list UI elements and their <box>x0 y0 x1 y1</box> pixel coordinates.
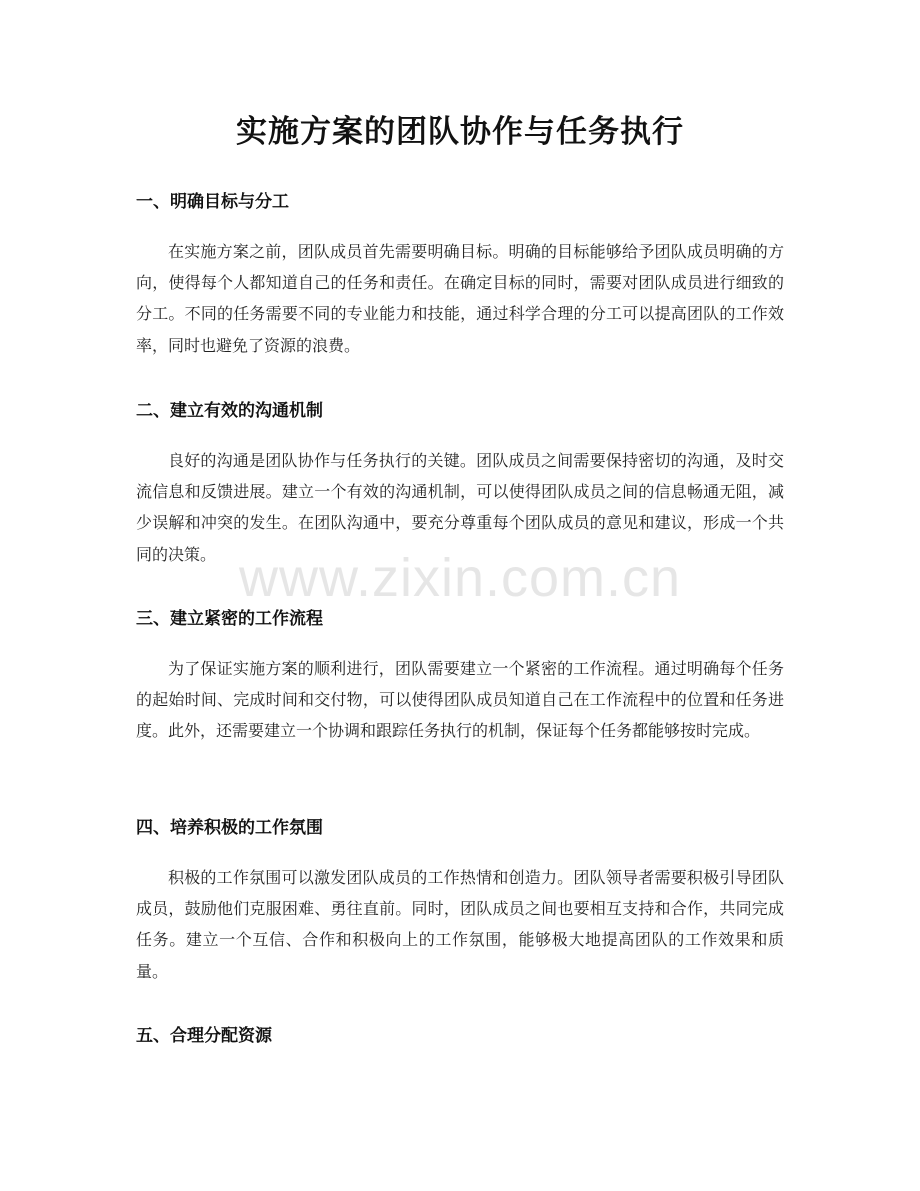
section-heading-5: 五、合理分配资源 <box>136 1026 272 1046</box>
section-paragraph-4: 积极的工作氛围可以激发团队成员的工作热情和创造力。团队领导者需要积极引导团队成员，鼓励他们克服困难、勇往直前。同时，团队成员之间也要相互支持和合作，共同完成任务。建立一个互信、合作和积极向上的工作氛围，能够极大地提高团队的工作效果和质量。 <box>136 868 784 981</box>
watermark-text: www.zixin.com.cn <box>238 548 682 608</box>
section-paragraph-2: 良好的沟通是团队协作与任务执行的关键。团队成员之间需要保持密切的沟通，及时交流信息和反馈进展。建立一个有效的沟通机制，可以使得团队成员之间的信息畅通无阻，减少误解和冲突的发生。在团队沟通中，要充分尊重每个团队成员的意见和建议，形成一个共同的决策。 <box>136 451 784 564</box>
section-heading-2: 二、建立有效的沟通机制 <box>136 401 323 421</box>
section-heading-1: 一、明确目标与分工 <box>136 192 289 212</box>
section-paragraph-1: 在实施方案之前，团队成员首先需要明确目标。明确的目标能够给予团队成员明确的方向，使得每个人都知道自己的任务和责任。在确定目标的同时，需要对团队成员进行细致的分工。不同的任务需要不同的专业能力和技能，通过科学合理的分工可以提高团队的工作效率，同时也避免了资源的浪费。 <box>136 242 784 355</box>
section-heading-3: 三、建立紧密的工作流程 <box>136 609 323 629</box>
document-title: 实施方案的团队协作与任务执行 <box>236 114 684 150</box>
section-heading-4: 四、培养积极的工作氛围 <box>136 818 323 838</box>
section-paragraph-3: 为了保证实施方案的顺利进行，团队需要建立一个紧密的工作流程。通过明确每个任务的起始时间、完成时间和交付物，可以使得团队成员知道自己在工作流程中的位置和任务进度。此外，还需要建立一个协调和跟踪任务执行的机制，保证每个任务都能够按时完成。 <box>136 659 784 741</box>
